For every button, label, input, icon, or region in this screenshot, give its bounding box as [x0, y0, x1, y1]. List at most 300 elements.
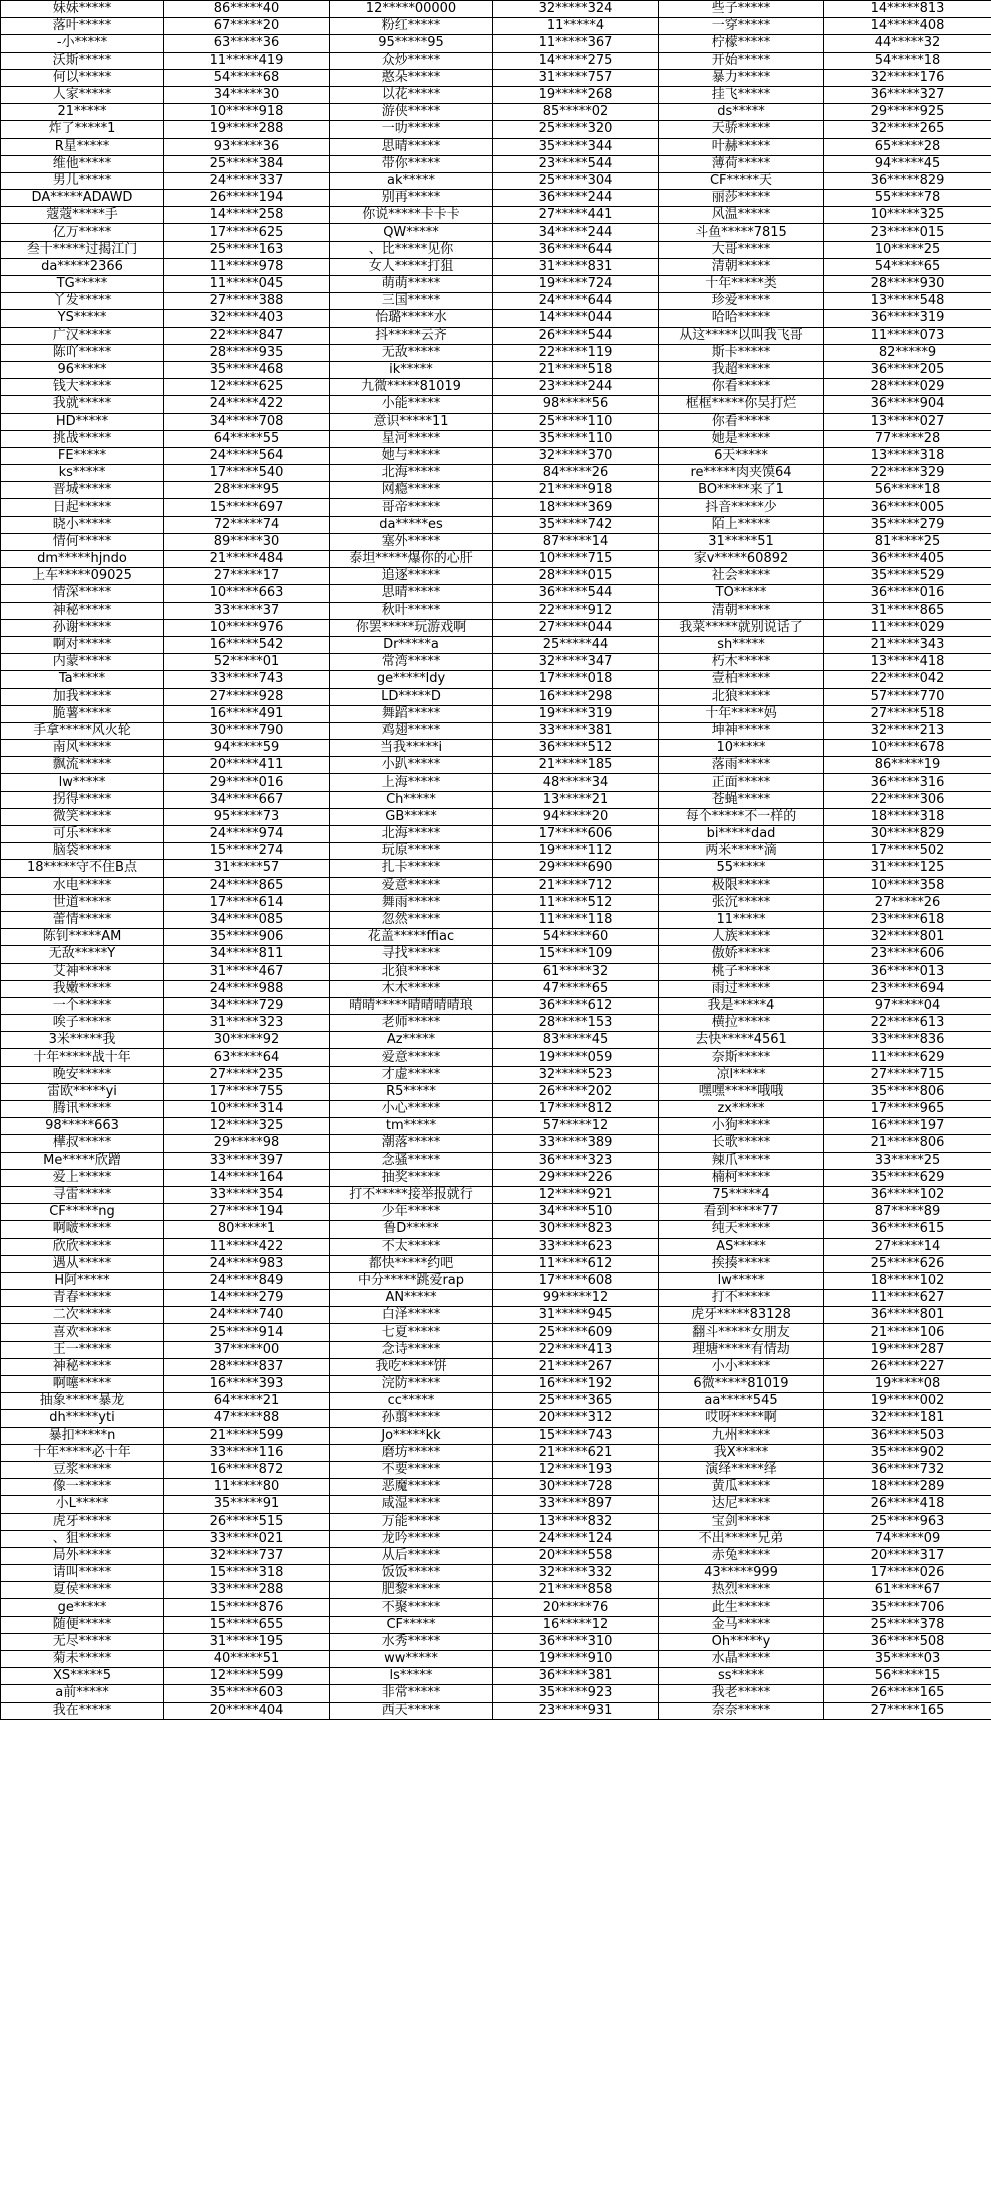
account-cell: 36*****508	[824, 1633, 991, 1650]
table-row	[1, 860, 991, 877]
account-cell: 11*****073	[824, 327, 991, 344]
account-cell: 25*****163	[164, 241, 330, 258]
nickname-cell: 苍蝇*****	[659, 791, 824, 808]
nickname-cell: 桃子*****	[659, 963, 824, 980]
account-cell: 22*****847	[164, 327, 330, 344]
account-cell: 10*****325	[824, 207, 991, 224]
account-cell: 56*****15	[824, 1668, 991, 1685]
nickname-cell: 社会*****	[659, 568, 824, 585]
account-cell: 35*****529	[824, 568, 991, 585]
nickname-cell: 晋城*****	[1, 482, 164, 499]
nickname-cell: 龙吟*****	[330, 1530, 493, 1547]
account-cell: 89*****30	[164, 533, 330, 550]
nickname-cell: 75*****4	[659, 1186, 824, 1203]
table-row	[1, 396, 991, 413]
nickname-cell: ge*****ldy	[330, 671, 493, 688]
table-row	[1, 224, 991, 241]
account-cell: 33*****836	[824, 1032, 991, 1049]
account-cell: 29*****226	[493, 1169, 659, 1186]
account-cell: 36*****405	[824, 551, 991, 568]
nickname-cell: 情深*****	[1, 585, 164, 602]
table-row	[1, 1324, 991, 1341]
account-cell: 19*****910	[493, 1651, 659, 1668]
nickname-cell: 43*****999	[659, 1565, 824, 1582]
account-cell: 14*****275	[493, 52, 659, 69]
nickname-cell: 小趴*****	[330, 757, 493, 774]
nickname-cell: 翻斗*****女朋友	[659, 1324, 824, 1341]
nickname-cell: 都快*****约吧	[330, 1255, 493, 1272]
account-cell: 24*****337	[164, 172, 330, 189]
account-cell: 44*****32	[824, 35, 991, 52]
nickname-cell: dm*****hjndo	[1, 551, 164, 568]
account-cell: 21*****343	[824, 636, 991, 653]
account-cell: 12*****625	[164, 379, 330, 396]
nickname-cell: 忽然*****	[330, 911, 493, 928]
nickname-cell: FE*****	[1, 447, 164, 464]
account-cell: 31*****195	[164, 1633, 330, 1650]
account-cell: 19*****288	[164, 121, 330, 138]
nickname-cell: 腾讯*****	[1, 1101, 164, 1118]
nickname-cell: 潮落*****	[330, 1135, 493, 1152]
account-cell: 24*****124	[493, 1530, 659, 1547]
nickname-cell: 不出*****兄弟	[659, 1530, 824, 1547]
nickname-cell: 花盖*****ffiac	[330, 929, 493, 946]
nickname-cell: 我菜*****就别说话了	[659, 619, 824, 636]
account-cell: 25*****320	[493, 121, 659, 138]
account-cell: 18*****318	[824, 808, 991, 825]
nickname-cell: 蔻蔻*****手	[1, 207, 164, 224]
nickname-cell: lw*****	[659, 1272, 824, 1289]
account-cell: 61*****32	[493, 963, 659, 980]
nickname-cell: ls*****	[330, 1668, 493, 1685]
account-cell: 87*****14	[493, 533, 659, 550]
account-cell: 16*****393	[164, 1376, 330, 1393]
nickname-cell: 挑战*****	[1, 430, 164, 447]
account-cell: 34*****244	[493, 224, 659, 241]
nickname-cell: 北海*****	[330, 465, 493, 482]
nickname-cell: 横拉*****	[659, 1015, 824, 1032]
table-row	[1, 1290, 991, 1307]
nickname-cell: 金马*****	[659, 1616, 824, 1633]
nickname-cell: AN*****	[330, 1290, 493, 1307]
account-cell: 25*****110	[493, 413, 659, 430]
nickname-cell: 女人*****打狙	[330, 258, 493, 275]
table-row	[1, 705, 991, 722]
nickname-cell: 暴扣*****n	[1, 1427, 164, 1444]
nickname-cell: 塞外*****	[330, 533, 493, 550]
nickname-cell: 樺叔*****	[1, 1135, 164, 1152]
account-cell: 12*****193	[493, 1461, 659, 1478]
table-row	[1, 241, 991, 258]
account-cell: 33*****897	[493, 1496, 659, 1513]
table-row	[1, 1, 991, 18]
nickname-cell: LD*****D	[330, 688, 493, 705]
nickname-cell: 晓小*****	[1, 516, 164, 533]
nickname-cell: 寻雷*****	[1, 1186, 164, 1203]
account-cell: 80*****1	[164, 1221, 330, 1238]
account-cell: 99*****12	[493, 1290, 659, 1307]
nickname-cell: 舞雨*****	[330, 894, 493, 911]
table-row	[1, 1376, 991, 1393]
nickname-cell: 她与*****	[330, 447, 493, 464]
account-cell: 21*****858	[493, 1582, 659, 1599]
account-cell: 82*****9	[824, 344, 991, 361]
account-cell: 54*****60	[493, 929, 659, 946]
nickname-cell: 加我*****	[1, 688, 164, 705]
account-cell: 11*****512	[493, 894, 659, 911]
nickname-cell: 傲娇*****	[659, 946, 824, 963]
table-row	[1, 533, 991, 550]
nickname-cell: 老师*****	[330, 1015, 493, 1032]
account-cell: 21*****518	[493, 361, 659, 378]
nickname-cell: 正面*****	[659, 774, 824, 791]
nickname-cell: 落雨*****	[659, 757, 824, 774]
nickname-cell: 我吃*****饼	[330, 1358, 493, 1375]
table-row	[1, 1513, 991, 1530]
account-cell: 14*****408	[824, 18, 991, 35]
account-cell: 21*****484	[164, 551, 330, 568]
nickname-cell: 北狼*****	[330, 963, 493, 980]
nickname-cell: cc*****	[330, 1393, 493, 1410]
account-cell: 35*****91	[164, 1496, 330, 1513]
account-cell: 36*****381	[493, 1668, 659, 1685]
nickname-cell: 西天*****	[330, 1702, 493, 1719]
nickname-cell: aa*****545	[659, 1393, 824, 1410]
account-cell: 24*****849	[164, 1272, 330, 1289]
nickname-cell: 拐得*****	[1, 791, 164, 808]
nickname-cell: 憨朵*****	[330, 69, 493, 86]
account-cell: 24*****422	[164, 396, 330, 413]
nickname-cell: 我嫩*****	[1, 980, 164, 997]
account-cell: 35*****279	[824, 516, 991, 533]
nickname-cell: 水晶*****	[659, 1651, 824, 1668]
nickname-cell: 少年*****	[330, 1204, 493, 1221]
account-cell: 19*****319	[493, 705, 659, 722]
account-cell: 19*****059	[493, 1049, 659, 1066]
account-cell: 22*****042	[824, 671, 991, 688]
account-cell: 35*****110	[493, 430, 659, 447]
table-row	[1, 52, 991, 69]
nickname-cell: 抖音*****少	[659, 499, 824, 516]
nickname-cell: 念骚*****	[330, 1152, 493, 1169]
nickname-cell: 世道*****	[1, 894, 164, 911]
table-row	[1, 1101, 991, 1118]
account-cell: 10*****663	[164, 585, 330, 602]
table-row	[1, 190, 991, 207]
nickname-cell: 10*****	[659, 740, 824, 757]
account-cell: 15*****743	[493, 1427, 659, 1444]
account-cell: 26*****194	[164, 190, 330, 207]
nickname-cell: 水电*****	[1, 877, 164, 894]
nickname-cell: 鲁D*****	[330, 1221, 493, 1238]
account-cell: 23*****606	[824, 946, 991, 963]
nickname-cell: 北海*****	[330, 826, 493, 843]
account-cell: 34*****811	[164, 946, 330, 963]
nickname-cell: 众炒*****	[330, 52, 493, 69]
account-cell: 24*****983	[164, 1255, 330, 1272]
nickname-cell: DA*****ADAWD	[1, 190, 164, 207]
nickname-cell: 日起*****	[1, 499, 164, 516]
account-cell: 19*****724	[493, 276, 659, 293]
account-cell: 35*****706	[824, 1599, 991, 1616]
table-row	[1, 843, 991, 860]
nickname-cell: 喜欢*****	[1, 1324, 164, 1341]
account-cell: 16*****298	[493, 688, 659, 705]
nickname-cell: lw*****	[1, 774, 164, 791]
table-row	[1, 482, 991, 499]
nickname-cell: 天骄*****	[659, 121, 824, 138]
nickname-cell: Me*****欣蹭	[1, 1152, 164, 1169]
nickname-cell: 爱上*****	[1, 1169, 164, 1186]
account-cell: 10*****678	[824, 740, 991, 757]
account-cell: 36*****503	[824, 1427, 991, 1444]
table-row	[1, 430, 991, 447]
account-cell: 33*****397	[164, 1152, 330, 1169]
table-row	[1, 465, 991, 482]
nickname-cell: 菊未*****	[1, 1651, 164, 1668]
account-cell: 26*****202	[493, 1083, 659, 1100]
account-cell: 23*****931	[493, 1702, 659, 1719]
account-cell: 30*****728	[493, 1479, 659, 1496]
nickname-cell: sh*****	[659, 636, 824, 653]
nickname-cell: 妹妹*****	[1, 1, 164, 18]
nickname-cell: 上海*****	[330, 774, 493, 791]
nickname-cell: re*****肉夹馍64	[659, 465, 824, 482]
table-row	[1, 1307, 991, 1324]
account-cell: 20*****411	[164, 757, 330, 774]
nickname-cell: 一穿*****	[659, 18, 824, 35]
account-cell: 27*****26	[824, 894, 991, 911]
table-row	[1, 310, 991, 327]
account-cell: 15*****318	[164, 1565, 330, 1582]
nickname-cell: 55*****	[659, 860, 824, 877]
account-cell: 17*****608	[493, 1272, 659, 1289]
account-cell: 36*****244	[493, 190, 659, 207]
nickname-cell: 陈钊*****AM	[1, 929, 164, 946]
account-cell: 85*****02	[493, 104, 659, 121]
nickname-cell: 飘流*****	[1, 757, 164, 774]
nickname-cell: 从这*****以叫我飞哥	[659, 327, 824, 344]
table-row	[1, 1135, 991, 1152]
nickname-cell: 壹柏*****	[659, 671, 824, 688]
account-cell: 11*****118	[493, 911, 659, 928]
account-cell: 84*****26	[493, 465, 659, 482]
account-cell: 11*****978	[164, 258, 330, 275]
nickname-cell: 演绎*****绎	[659, 1461, 824, 1478]
account-cell: 11*****029	[824, 619, 991, 636]
table-row	[1, 172, 991, 189]
account-cell: 30*****92	[164, 1032, 330, 1049]
table-row	[1, 894, 991, 911]
nickname-cell: Jo*****kk	[330, 1427, 493, 1444]
table-row	[1, 740, 991, 757]
account-cell: 94*****45	[824, 155, 991, 172]
account-cell: 17*****812	[493, 1101, 659, 1118]
account-cell: 34*****085	[164, 911, 330, 928]
nickname-cell: 手拿*****风火轮	[1, 722, 164, 739]
nickname-cell: 暴力*****	[659, 69, 824, 86]
nickname-cell: 带你*****	[330, 155, 493, 172]
nickname-cell: 无尽*****	[1, 1633, 164, 1650]
nickname-cell: 无敌*****Y	[1, 946, 164, 963]
table-row	[1, 1152, 991, 1169]
table-row	[1, 791, 991, 808]
account-cell: 35*****906	[164, 929, 330, 946]
account-cell: 31*****467	[164, 963, 330, 980]
nickname-cell: 饭饭*****	[330, 1565, 493, 1582]
account-cell: 57*****770	[824, 688, 991, 705]
nickname-cell: 我就*****	[1, 396, 164, 413]
account-cell: 47*****65	[493, 980, 659, 997]
nickname-cell: 咸湿*****	[330, 1496, 493, 1513]
account-cell: 21*****918	[493, 482, 659, 499]
nickname-cell: 、狙*****	[1, 1530, 164, 1547]
account-cell: 34*****510	[493, 1204, 659, 1221]
nickname-cell: 南风*****	[1, 740, 164, 757]
nickname-cell: 扎卡*****	[330, 860, 493, 877]
nickname-cell: 框框*****你吴打烂	[659, 396, 824, 413]
nickname-cell: 纯天*****	[659, 1221, 824, 1238]
nickname-cell: 坤神*****	[659, 722, 824, 739]
nickname-cell: 黄瓜*****	[659, 1479, 824, 1496]
account-cell: 81*****25	[824, 533, 991, 550]
nickname-cell: 广汉*****	[1, 327, 164, 344]
account-cell: 32*****523	[493, 1066, 659, 1083]
nickname-cell: 丫发*****	[1, 293, 164, 310]
account-cell: 26*****515	[164, 1513, 330, 1530]
nickname-cell: YS*****	[1, 310, 164, 327]
nickname-cell: Ta*****	[1, 671, 164, 688]
nickname-cell: bi*****dad	[659, 826, 824, 843]
table-row	[1, 1496, 991, 1513]
account-cell: 31*****57	[164, 860, 330, 877]
account-cell: 17*****965	[824, 1101, 991, 1118]
nickname-cell: 我超*****	[659, 361, 824, 378]
nickname-cell: 秋叶*****	[330, 602, 493, 619]
nickname-cell: 薄荷*****	[659, 155, 824, 172]
account-cell: 25*****365	[493, 1393, 659, 1410]
nickname-cell: 6微*****81019	[659, 1376, 824, 1393]
nickname-cell: 达尼*****	[659, 1496, 824, 1513]
account-cell: 21*****806	[824, 1135, 991, 1152]
nickname-cell: ks*****	[1, 465, 164, 482]
table-row	[1, 276, 991, 293]
nickname-cell: 万能*****	[330, 1513, 493, 1530]
nickname-cell: -小*****	[1, 35, 164, 52]
account-cell: 13*****832	[493, 1513, 659, 1530]
nickname-cell: 人家*****	[1, 86, 164, 103]
nickname-cell: 96*****	[1, 361, 164, 378]
table-row	[1, 516, 991, 533]
nickname-cell: 柠檬*****	[659, 35, 824, 52]
table-row	[1, 344, 991, 361]
account-cell: 36*****316	[824, 774, 991, 791]
nickname-cell: 落叶*****	[1, 18, 164, 35]
account-cell: 25*****914	[164, 1324, 330, 1341]
nickname-cell: 王一*****	[1, 1341, 164, 1358]
nickname-cell: 打不*****	[659, 1290, 824, 1307]
nickname-cell: 你说*****卡卡卡	[330, 207, 493, 224]
nickname-cell: 思晴*****	[330, 138, 493, 155]
nickname-cell: 鸡翅*****	[330, 722, 493, 739]
account-cell: 19*****002	[824, 1393, 991, 1410]
table-row	[1, 997, 991, 1014]
nickname-cell: 长歌*****	[659, 1135, 824, 1152]
nickname-cell: 亿万*****	[1, 224, 164, 241]
nickname-cell: 开始*****	[659, 52, 824, 69]
table-row	[1, 1582, 991, 1599]
account-cell: 16*****491	[164, 705, 330, 722]
account-cell: 28*****935	[164, 344, 330, 361]
account-cell: 36*****732	[824, 1461, 991, 1478]
account-cell: 15*****655	[164, 1616, 330, 1633]
nickname-cell: XS*****5	[1, 1668, 164, 1685]
account-cell: 54*****68	[164, 69, 330, 86]
nickname-cell: 哎呀*****啊	[659, 1410, 824, 1427]
nickname-cell: 12*****00000	[330, 1, 493, 18]
nickname-cell: 舞蹈*****	[330, 705, 493, 722]
nickname-cell: H阿*****	[1, 1272, 164, 1289]
nickname-cell: dh*****yti	[1, 1410, 164, 1427]
nickname-cell: 脆薯*****	[1, 705, 164, 722]
account-cell: 27*****388	[164, 293, 330, 310]
nickname-cell: 丽莎*****	[659, 190, 824, 207]
nickname-cell: 陌上*****	[659, 516, 824, 533]
table-row	[1, 1341, 991, 1358]
table-row	[1, 1255, 991, 1272]
table-row	[1, 1066, 991, 1083]
nickname-cell: 十年*****战十年	[1, 1049, 164, 1066]
nickname-cell: Dr*****a	[330, 636, 493, 653]
account-cell: 34*****729	[164, 997, 330, 1014]
account-cell: 26*****165	[824, 1685, 991, 1702]
table-row	[1, 1565, 991, 1582]
nickname-cell: 看到*****77	[659, 1204, 824, 1221]
account-cell: 11*****4	[493, 18, 659, 35]
account-cell: 31*****125	[824, 860, 991, 877]
account-cell: 23*****544	[493, 155, 659, 172]
nickname-cell: 嘿嘿*****哦哦	[659, 1083, 824, 1100]
table-row	[1, 499, 991, 516]
account-cell: 10*****358	[824, 877, 991, 894]
nickname-cell: 游侠*****	[330, 104, 493, 121]
table-row	[1, 155, 991, 172]
table-row	[1, 379, 991, 396]
nickname-cell: 叁十*****过揭江门	[1, 241, 164, 258]
account-cell: 28*****95	[164, 482, 330, 499]
nickname-cell: 、比*****见你	[330, 241, 493, 258]
account-cell: 86*****19	[824, 757, 991, 774]
account-cell: 87*****89	[824, 1204, 991, 1221]
account-cell: 37*****00	[164, 1341, 330, 1358]
account-cell: 10*****918	[164, 104, 330, 121]
account-cell: 36*****319	[824, 310, 991, 327]
table-row	[1, 1169, 991, 1186]
nickname-cell: 夏侯*****	[1, 1582, 164, 1599]
table-row	[1, 121, 991, 138]
account-cell: 27*****17	[164, 568, 330, 585]
account-cell: 26*****418	[824, 1496, 991, 1513]
account-cell: 57*****12	[493, 1118, 659, 1135]
nickname-cell: 当我*****i	[330, 740, 493, 757]
table-row	[1, 1118, 991, 1135]
account-cell: 14*****258	[164, 207, 330, 224]
account-cell: 19*****287	[824, 1341, 991, 1358]
table-row	[1, 207, 991, 224]
nickname-cell: ds*****	[659, 104, 824, 121]
nickname-cell: ge*****	[1, 1599, 164, 1616]
nickname-cell: 哈哈*****	[659, 310, 824, 327]
